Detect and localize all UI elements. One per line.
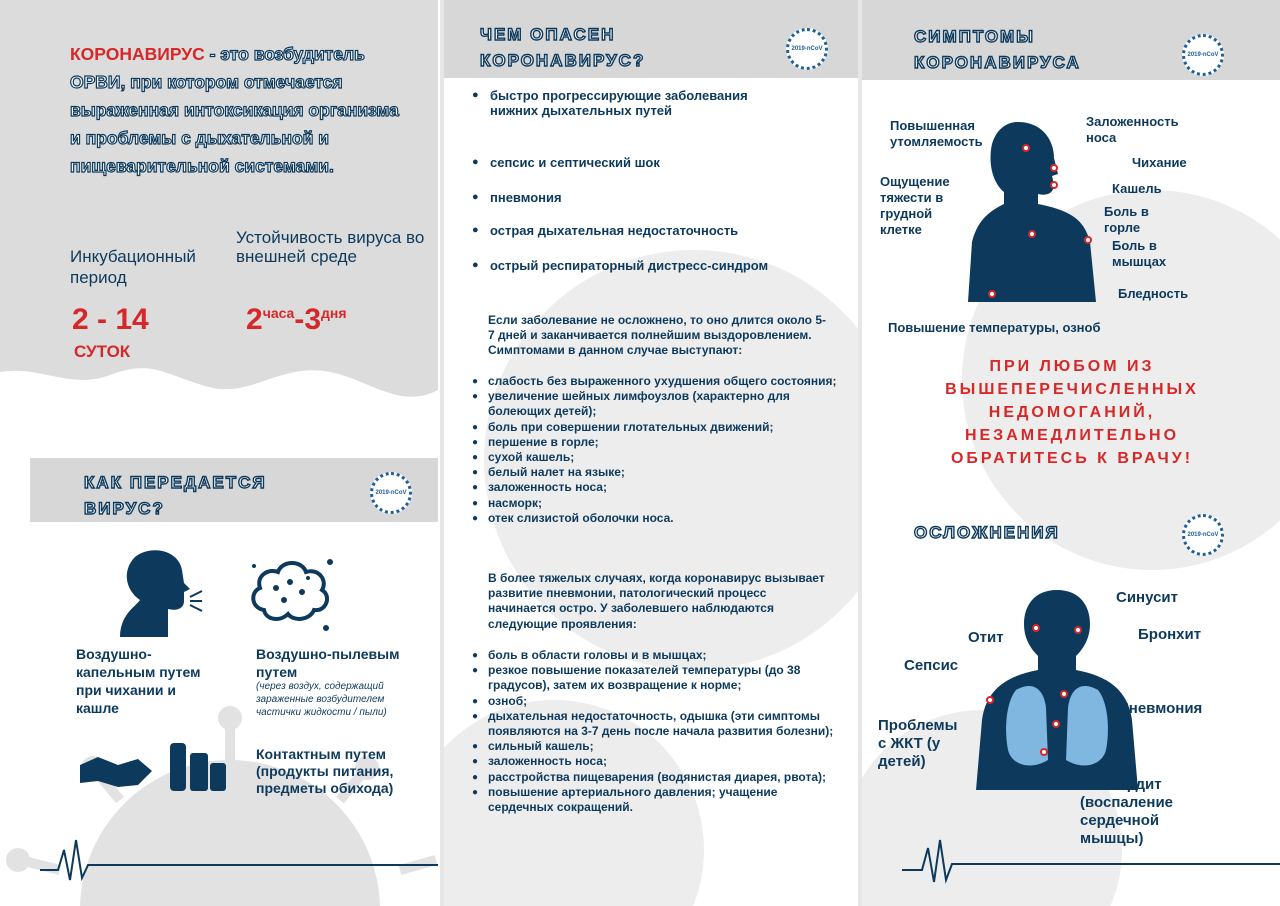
severe-symptom: ● сильный кашель;: [488, 739, 838, 754]
ncov-logo: 2019-nCoV: [370, 472, 412, 514]
symptom-nose: Заложенность носа: [1086, 114, 1179, 145]
severe-symptom: ● заложенность носа;: [488, 754, 838, 769]
handshake-products-icon: [78, 735, 228, 795]
ncov-logo: 2019-nCoV: [1182, 34, 1224, 76]
symptom-marker: [1028, 230, 1036, 238]
severe-symptom: ● озноб;: [488, 694, 838, 709]
complication-marker: [1040, 748, 1048, 756]
airborne-text: Воздушно-капельным путем при чихании и кашле: [76, 646, 201, 716]
dust-cloud-icon: [246, 548, 336, 636]
intro-text: [70, 40, 410, 180]
complication-marker: [1032, 624, 1040, 632]
symptom-marker: [1022, 144, 1030, 152]
symptom-fever: Повышение температуры, озноб: [888, 320, 1101, 335]
symptom-pale: Бледность: [1118, 286, 1189, 301]
stability-label: Устойчивость вируса во внешней среде: [236, 228, 425, 266]
stability-value: $2^{часа}-3^{дня}$: [246, 303, 347, 336]
danger-item: ● сепсис и септический шок: [490, 155, 790, 170]
severe-symptom: ● расстройства пищеварения (водянистая диарея, рвота);: [488, 770, 838, 785]
symptom-marker: [1084, 236, 1092, 244]
head-sneeze-icon: [110, 545, 205, 640]
symptom-marker: [1050, 164, 1058, 172]
symptom-cough: Кашель: [1112, 181, 1162, 196]
mild-symptom: ● увеличение шейных лимфоузлов (характерно для болеющих детей);: [488, 389, 838, 419]
complication-sepsis: Сепсис: [904, 657, 959, 674]
dust-title: Воздушно-пылевым путем: [256, 646, 400, 680]
body-lungs-icon: [972, 590, 1142, 790]
complication-sinus: Синусит: [1116, 589, 1178, 606]
symptom-fatigue: Повышенная утомляемость: [890, 118, 983, 149]
transmission-title: КАК ПЕРЕДАЕТСЯ ВИРУС?: [84, 473, 267, 518]
danger-item: ● быстро прогрессирующие заболевания нижних дыхательных путей: [490, 88, 790, 118]
symptom-muscle: Боль в мышцах: [1112, 238, 1167, 269]
severe-symptom: ● повышение артериального давления; учащение сердечных сокращений.: [488, 785, 838, 815]
contact-text: Контактным путем (продукты питания, предметы обихода): [256, 746, 394, 796]
mild-symptom: ● першение в горле;: [488, 435, 838, 450]
complications-title: ОСЛОЖНЕНИЯ: [914, 523, 1060, 542]
dust-note: (через воздух, содержащий зараженные возбудителем частички жидкости / пыли): [256, 681, 387, 718]
intro-keyword: КОРОНАВИРУС: [70, 44, 205, 64]
complication-gi: Проблемы с ЖКТ (у детей): [878, 717, 958, 770]
complication-otitis: Отит: [968, 629, 1004, 646]
severe-symptom-list: [488, 648, 838, 815]
complication-marker: [1060, 690, 1068, 698]
mild-symptom: ● белый налет на языке;: [488, 465, 838, 480]
doctor-warning: ПРИ ЛЮБОМ ИЗ ВЫШЕПЕРЕЧИСЛЕННЫХ НЕДОМОГАНИЙ, НЕЗАМЕДЛИТЕЛЬНО ОБРАТИТЕСЬ К ВРАЧУ!: [945, 358, 1199, 467]
symptoms-title: СИМПТОМЫ КОРОНАВИРУСА: [914, 27, 1081, 72]
symptom-throat: Боль в горле: [1104, 204, 1149, 235]
severe-symptom: ● боль в области головы и в мышцах;: [488, 648, 838, 663]
symptom-marker: [988, 290, 996, 298]
panel-danger: [444, 0, 858, 906]
danger-item: ● острая дыхательная недостаточность: [490, 223, 830, 238]
incubation-unit: СУТОК: [74, 342, 131, 361]
incubation-label: Инкубационный период: [70, 247, 196, 287]
virus-bg-icon: [0, 700, 438, 906]
symptom-marker: [1050, 181, 1058, 189]
complication-bronchitis: Бронхит: [1138, 626, 1202, 643]
mild-intro: Если заболевание не осложнено, то оно длится около 5-7 дней и заканчивается полнейшим выздоровлением. Симптомами в данном случае выступают:: [488, 313, 826, 358]
complication-marker: [1074, 626, 1082, 634]
complication-marker: [986, 696, 994, 704]
mild-symptom: ● слабость без выраженного ухудшения общего состояния;: [488, 374, 838, 389]
mild-symptom: ● сухой кашель;: [488, 450, 838, 465]
mild-symptom-list: [488, 374, 838, 526]
incubation-value: 2 - 14: [72, 303, 149, 336]
severe-symptom: ● резкое повышение показателей температуры (до 38 градусов), затем их возвращение к норме;: [488, 663, 838, 693]
mild-symptom: ● боль при совершении глотательных движений;: [488, 420, 838, 435]
complication-marker: [1052, 720, 1060, 728]
panel-symptoms: [862, 0, 1280, 906]
intro-body: - это возбудитель ОРВИ, при котором отмечается выраженная интоксикация организма и проблемы с дыхательной и пищеварительной системами.: [70, 44, 399, 176]
danger-item: ● острый респираторный дистресс-синдром: [490, 258, 830, 273]
severe-symptom: ● дыхательная недостаточность, одышка (эти симптомы появляются на 3-7 день после начала развития болезни);: [488, 709, 838, 739]
mild-symptom: ● отек слизистой оболочки носа.: [488, 511, 838, 526]
danger-item: ● пневмония: [490, 190, 790, 205]
danger-title: ЧЕМ ОПАСЕН КОРОНАВИРУС?: [480, 25, 646, 70]
complication-pneumonia: Пневмония: [1118, 700, 1203, 717]
symptom-sneeze: Чихание: [1132, 155, 1187, 170]
symptom-chest: Ощущение тяжести в грудной клетке: [880, 174, 950, 237]
pulse-line-icon: [862, 830, 1280, 906]
panel-about: [0, 0, 438, 906]
ncov-logo: 2019-nCoV: [1182, 514, 1224, 556]
mild-symptom: ● насморк;: [488, 496, 838, 511]
ncov-logo: 2019-nCoV: [786, 28, 828, 70]
mild-symptom: ● заложенность носа;: [488, 480, 838, 495]
complication-myocarditis: Миокардит (воспаление сердечной мышцы): [1080, 776, 1174, 847]
severe-intro: В более тяжелых случаях, когда коронавирус вызывает развитие пневмонии, патологический процесс начинается остро. У заболевшего наблюдаются следующие проявления:: [488, 571, 825, 631]
